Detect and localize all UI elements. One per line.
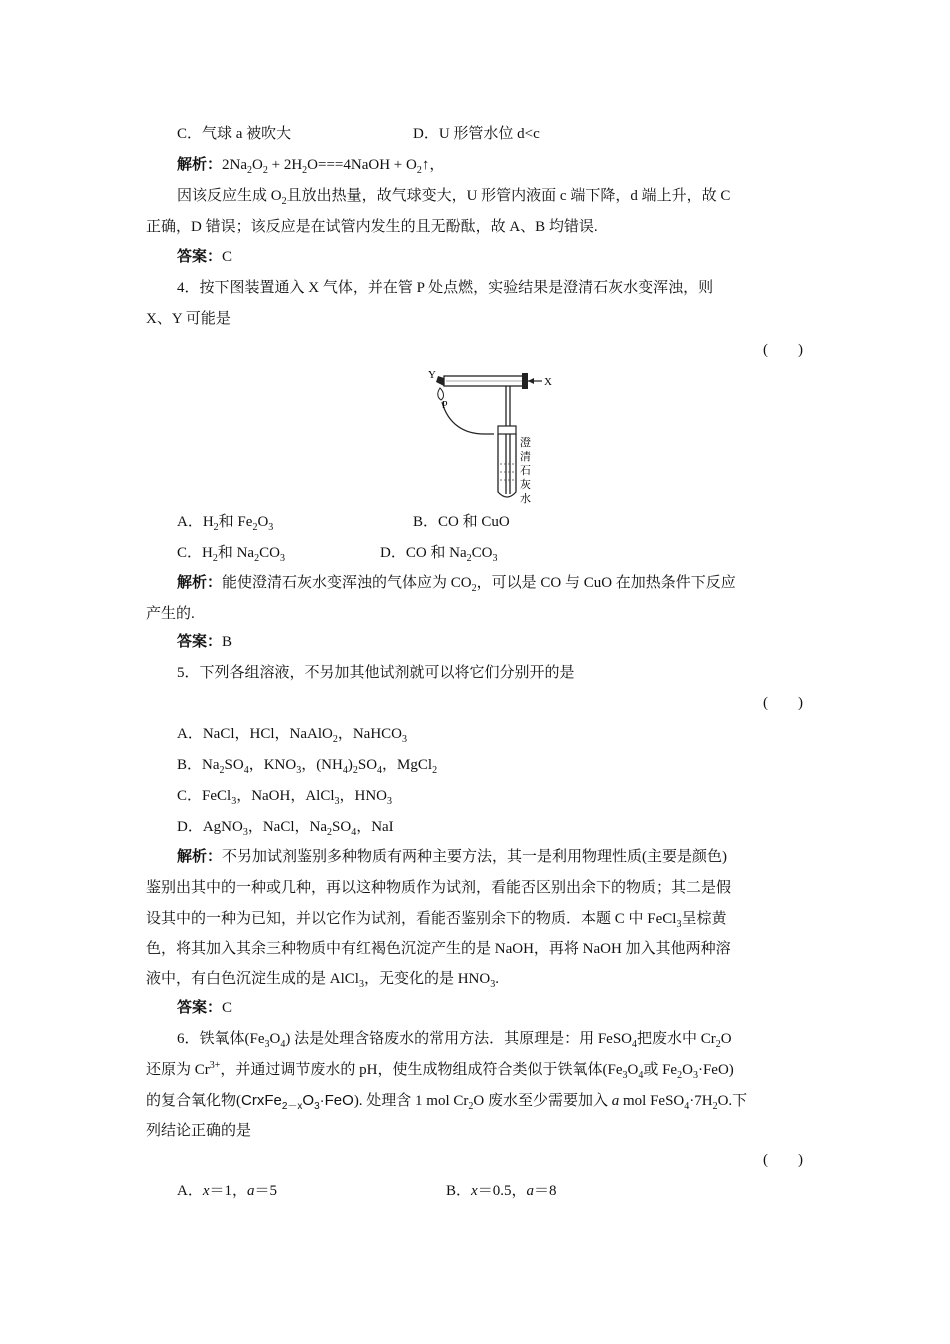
q4-option-c: C．$H_2$和 $Na_2CO_3$ — [177, 545, 285, 564]
q6-stem-line3: 的复合氧化物$(CrxFe_{2-x}O_3\cdot FeO)$. 处理含 1 mol $Cr_2O$ 废水至少需要加入 a mol $FeSO_4\cdot 7H_2O$.下 — [146, 1092, 748, 1112]
q6-option-a: A．x＝1，a＝5 — [177, 1183, 278, 1199]
test-tube-stopper — [498, 426, 516, 434]
label-p: P — [442, 400, 448, 411]
q4-explanation-line1: 解析：能使澄清石灰水变浑浊的气体应为 $CO_2$，可以是 CO 与 CuO 在加热条件下反应 — [177, 575, 736, 594]
q5-explanation-line5: 液中，有白色沉淀生成的是 AlCl$_3$，无变化的是 $HNO_3$. — [146, 971, 499, 990]
q4-stem-line1: 4．按下图装置通入 X 气体，并在管 P 处点燃，实验结果是澄清石灰水变浑浊，则 — [177, 280, 714, 296]
q4-answer-parens: ( ) — [763, 342, 803, 358]
q5-explanation-line3: 设其中的一种为已知，并以它作为试剂，看能否鉴别余下的物质．本题 C 中 FeCl$_3$呈棕黄 — [146, 911, 727, 930]
q6-stem-line1: 6．铁氧体$(Fe_3O_4)$ 法是处理含铬废水的常用方法．其原理是：用 FeSO$_4$把废水中 $Cr_2O$ — [177, 1031, 732, 1050]
label-y: Y — [428, 369, 436, 381]
q5-answer: 答案：C — [177, 1000, 233, 1016]
q5-explanation-line4: 色，将其加入其余三种物质中有红褐色沉淀产生的是 NaOH，再将 NaOH 加入其他两种溶 — [146, 941, 731, 957]
label-shi: 石 — [520, 464, 531, 477]
q4-option-a: A．$H_2$和 $Fe_2O_3$ — [177, 514, 274, 533]
q4-option-d: D．CO 和 $Na_2CO_3$ — [380, 545, 498, 564]
q5-option-d: D．AgNO$_3$，NaCl，$Na_2SO_4$，NaI — [177, 819, 394, 838]
q5-explanation-line2: 鉴别出其中的一种或几种，再以这种物质作为试剂，看能否区别出余下的物质；其二是假 — [146, 880, 732, 896]
q5-analysis-label: 解析： — [177, 849, 223, 865]
label-qing: 清 — [520, 450, 531, 463]
q3-answer: 答案：C — [177, 249, 233, 265]
q3-option-c: C．气球 a 被吹大 — [177, 126, 292, 142]
q4-explanation-line2: 产生的. — [146, 606, 195, 622]
apparatus-diagram — [424, 364, 564, 504]
q5-explanation-line1: 解析：不另加试剂鉴别多种物质有两种主要方法，其一是利用物理性质(主要是颜色) — [177, 849, 728, 865]
flame-icon — [438, 388, 444, 400]
q5-stem: 5．下列各组溶液，不另加其他试剂就可以将它们分别开的是 — [177, 665, 575, 681]
q3-explanation-line1: 因该反应生成 $O_2$且放出热量，故气球变大，U 形管内液面 c 端下降，d 端上升，故 C — [177, 188, 731, 207]
q3-option-d: D．U 形管水位 d<c — [413, 126, 540, 142]
label-shui: 水 — [520, 492, 531, 504]
q6-option-b: B．x＝0.5，a＝8 — [446, 1183, 557, 1199]
delivery-tube — [442, 402, 494, 434]
label-hui: 灰 — [520, 478, 531, 491]
label-x: X — [544, 376, 552, 388]
inlet-arrow-icon — [528, 378, 534, 384]
q4-analysis-label: 解析： — [177, 575, 223, 591]
q3-equation: 解析：$2Na_2O_2$ + $2H_2O===4NaOH$ + $O_2↑$， — [177, 157, 445, 176]
test-tube — [498, 434, 516, 497]
q5-option-c: C．FeCl$_3$，NaOH，AlCl$_3$，$HNO_3$ — [177, 788, 393, 807]
q4-answer-label: 答案： — [177, 634, 223, 650]
q3-explanation-line2: 正确，D 错误；该反应是在试管内发生的且无酚酞，故 A、B 均错误. — [146, 219, 598, 235]
left-nozzle — [436, 376, 444, 386]
label-cheng: 澄 — [520, 436, 531, 449]
q5-option-a: A．NaCl，HCl，NaAlO$_2$，NaHCO$_3$ — [177, 726, 407, 745]
q6-formula: $CrxFe_{2-x}O_3\cdot FeO$ — [241, 1092, 354, 1112]
q6-stem-line4: 列结论正确的是 — [146, 1123, 252, 1139]
q6-stem-line2: 还原为 $Cr^{3+}$，并通过调节废水的 pH，使生成物组成符合类似于铁氧体($Fe_3O_4$或 $Fe_2O_3\cdot FeO$) — [146, 1060, 734, 1081]
q4-option-b: B．CO 和 CuO — [413, 514, 510, 530]
q4-answer: 答案：B — [177, 634, 233, 650]
q5-answer-parens: ( ) — [763, 695, 803, 711]
right-stopper — [522, 373, 528, 389]
q5-option-b: B．$Na_2SO_4$，$KNO_3$，$(NH_4)_2SO_4$，MgCl$_2$ — [177, 757, 438, 776]
q3-analysis-label: 解析： — [177, 157, 223, 173]
q6-answer-parens: ( ) — [763, 1152, 803, 1168]
q3-answer-label: 答案： — [177, 249, 223, 265]
q4-stem-line2: X、Y 可能是 — [146, 311, 231, 327]
q5-answer-label: 答案： — [177, 1000, 223, 1016]
